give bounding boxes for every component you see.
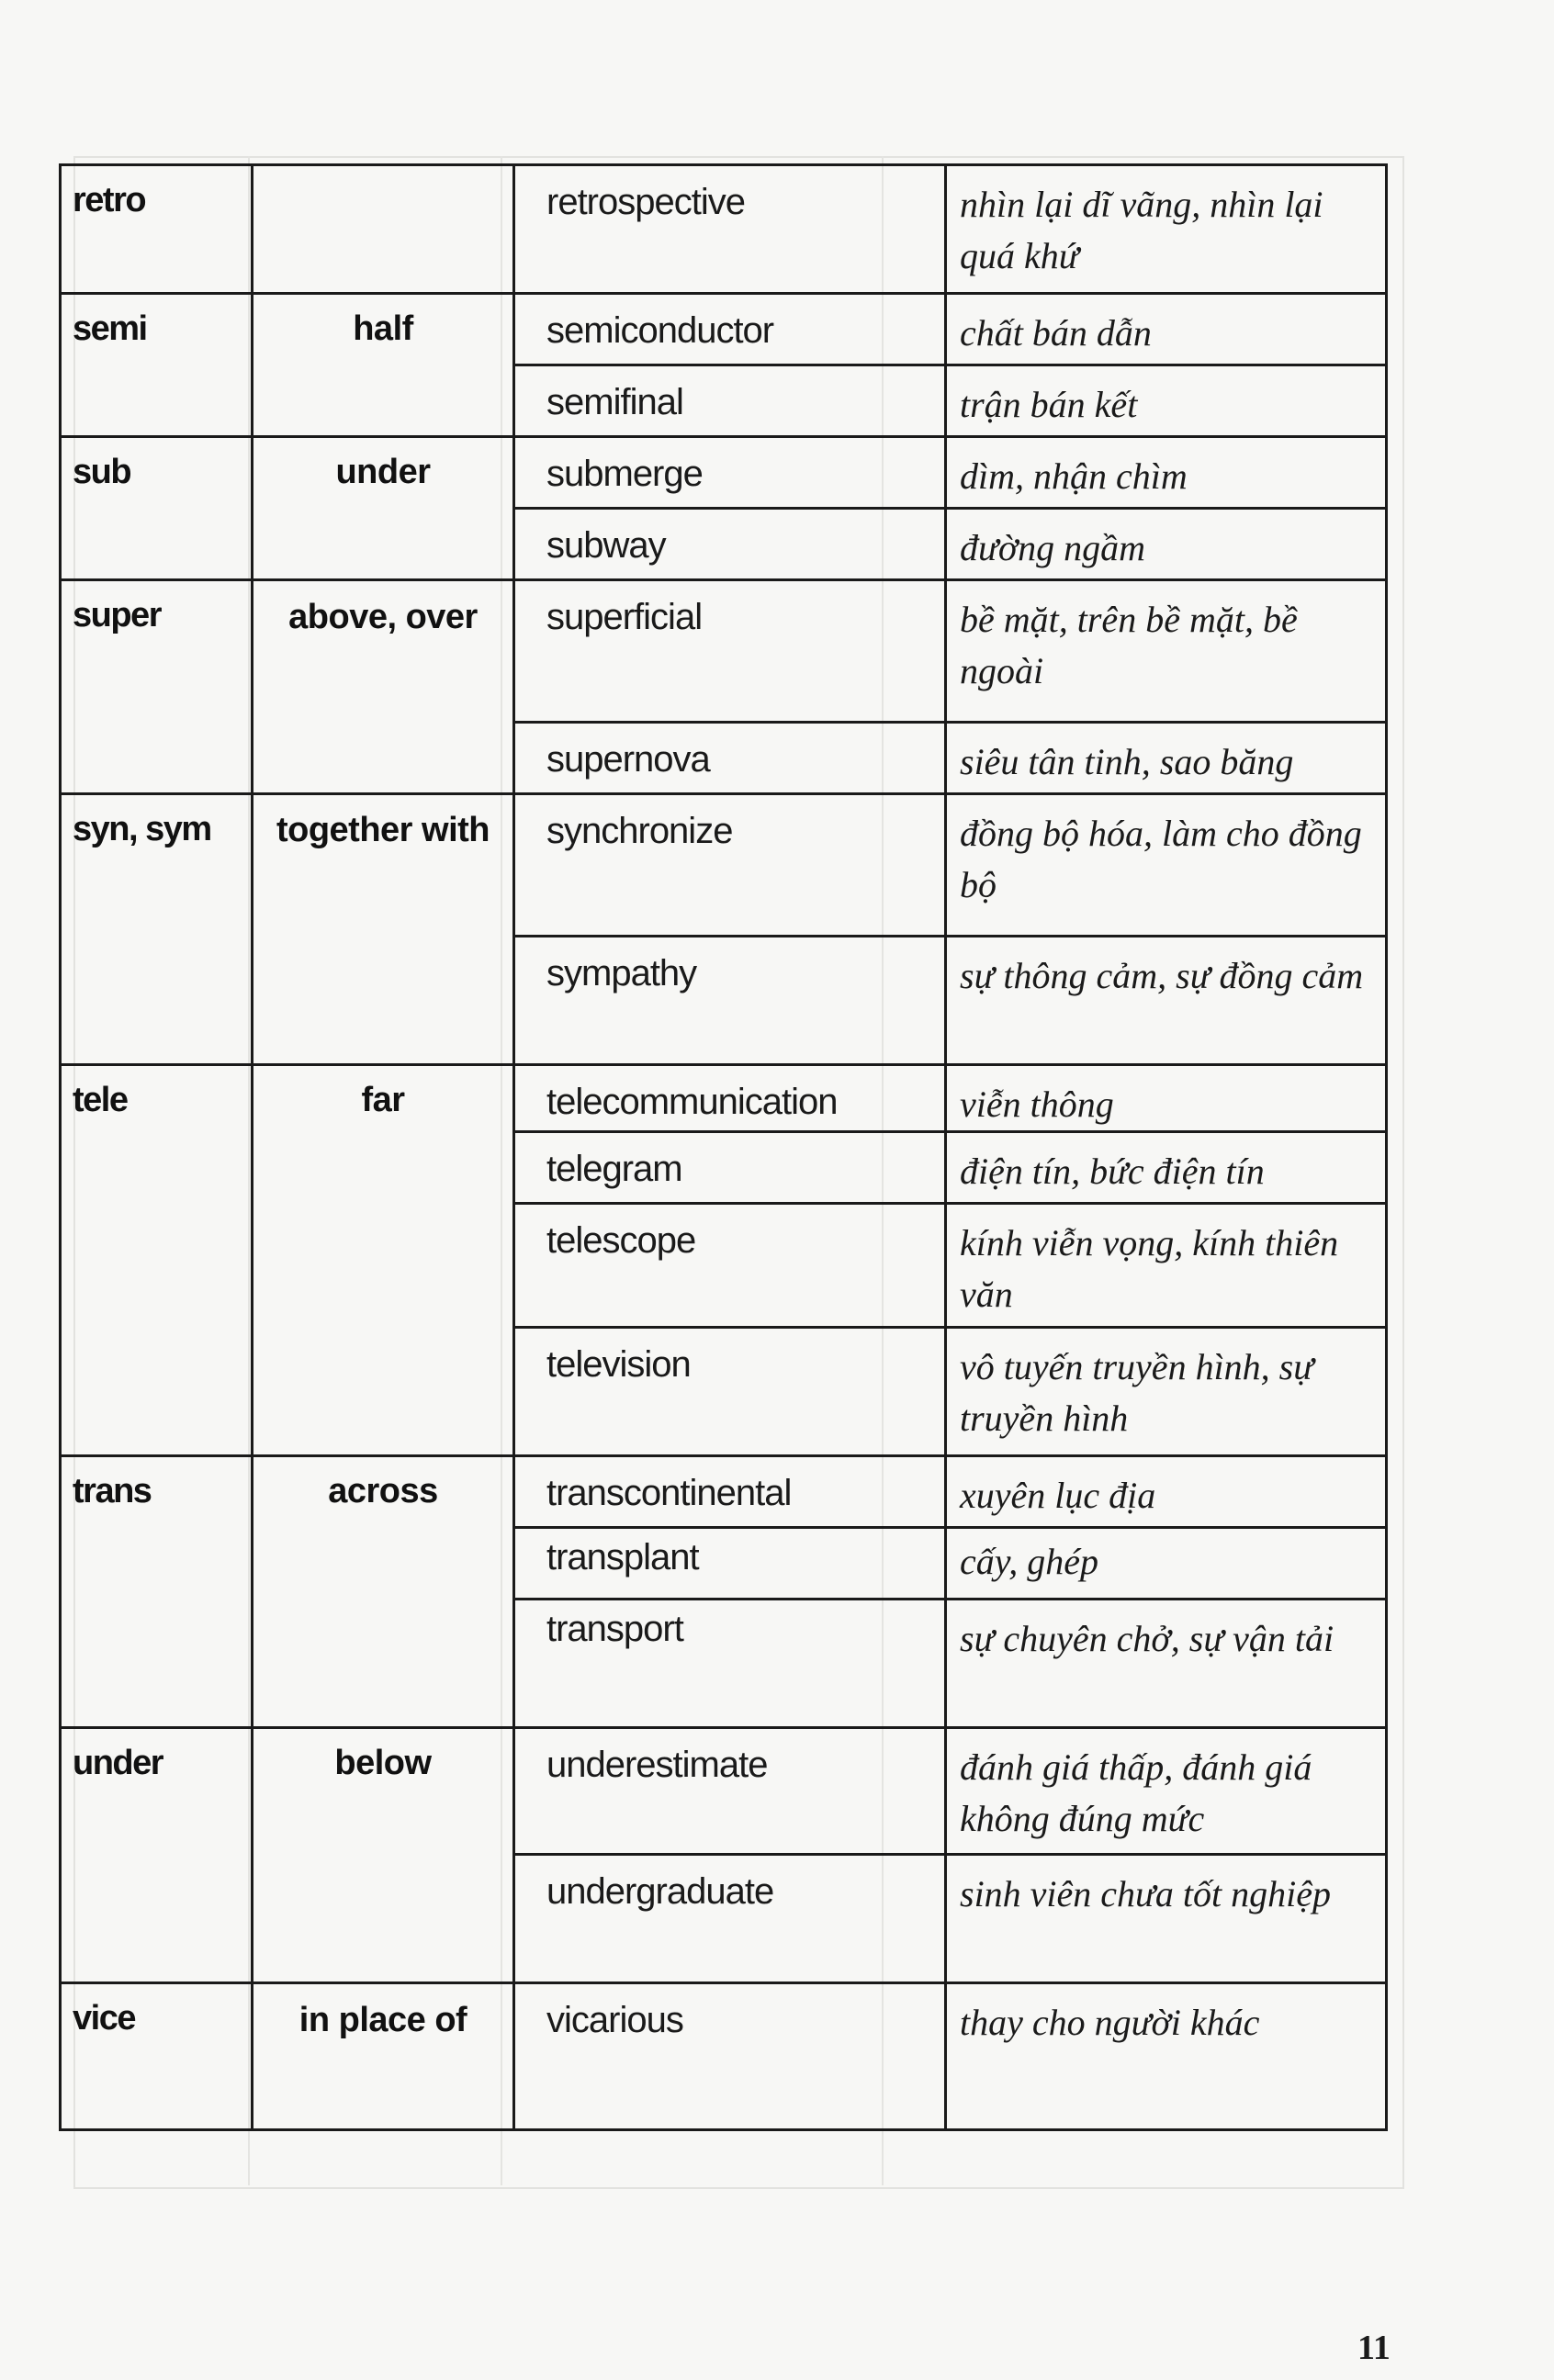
vietnamese-cell	[946, 937, 1387, 1065]
prefix-text: semi	[73, 309, 147, 348]
prefix-cell	[61, 437, 253, 580]
prefix-cell	[61, 294, 253, 437]
word-cell	[514, 1328, 946, 1456]
vietnamese-cell	[946, 794, 1387, 937]
table-row	[61, 165, 1387, 294]
vietnamese-cell	[946, 580, 1387, 723]
vietnamese-text: nhìn lại dĩ vãng, nhìn lại quá khứ	[960, 184, 1323, 276]
vietnamese-text: viễn thông	[960, 1083, 1114, 1125]
word-cell	[514, 1132, 946, 1204]
word-text: television	[546, 1344, 691, 1385]
prefix-text: super	[73, 596, 161, 634]
prefix-cell	[61, 794, 253, 1065]
vietnamese-text: sự thông cảm, sự đồng cảm	[960, 955, 1364, 996]
table-row	[61, 437, 1387, 509]
table-row	[61, 1983, 1387, 2130]
prefix-cell	[61, 1065, 253, 1456]
word-cell	[514, 165, 946, 294]
word-text: transport	[546, 1609, 683, 1649]
word-text: submerge	[546, 454, 703, 494]
meaning-text: above, over	[288, 598, 478, 636]
word-text: semifinal	[546, 382, 683, 422]
word-cell	[514, 1855, 946, 1983]
word-text: retrospective	[546, 182, 745, 222]
vietnamese-cell	[946, 165, 1387, 294]
vietnamese-text: sự chuyên chở, sự vận tải	[960, 1618, 1334, 1659]
vietnamese-text: siêu tân tinh, sao băng	[960, 741, 1294, 782]
prefix-cell	[61, 1456, 253, 1728]
prefix-text: vice	[73, 1999, 135, 2038]
vietnamese-cell	[946, 1855, 1387, 1983]
meaning-text: far	[361, 1081, 405, 1119]
word-cell	[514, 937, 946, 1065]
prefix-cell	[61, 165, 253, 294]
vietnamese-text: cấy, ghép	[960, 1541, 1099, 1582]
prefix-text: syn, sym	[73, 810, 211, 848]
word-cell	[514, 1983, 946, 2130]
meaning-cell	[253, 1456, 514, 1728]
word-cell	[514, 1528, 946, 1600]
meaning-cell	[253, 1728, 514, 1983]
meaning-cell	[253, 437, 514, 580]
vietnamese-text: đồng bộ hóa, làm cho đồng bộ	[960, 813, 1362, 905]
table-row	[61, 1065, 1387, 1132]
vietnamese-cell	[946, 294, 1387, 365]
meaning-cell	[253, 294, 514, 437]
meaning-cell	[253, 794, 514, 1065]
prefix-text: under	[73, 1744, 163, 1782]
prefix-vocabulary-table	[59, 163, 1388, 2131]
word-cell	[514, 794, 946, 937]
prefix-cell	[61, 1728, 253, 1983]
meaning-cell	[253, 1983, 514, 2130]
vietnamese-text: đường ngầm	[960, 527, 1146, 568]
vietnamese-cell	[946, 1328, 1387, 1456]
word-cell	[514, 294, 946, 365]
word-cell	[514, 580, 946, 723]
word-text: vicarious	[546, 2000, 683, 2040]
word-cell	[514, 723, 946, 794]
meaning-text: below	[334, 1744, 432, 1782]
meaning-cell	[253, 1065, 514, 1456]
vietnamese-text: bề mặt, trên bề mặt, bề ngoài	[960, 599, 1298, 691]
vietnamese-cell	[946, 1204, 1387, 1328]
word-cell	[514, 1456, 946, 1528]
word-text: telecommunication	[546, 1082, 838, 1122]
word-cell	[514, 1204, 946, 1328]
table-row	[61, 580, 1387, 723]
vietnamese-text: thay cho người khác	[960, 2002, 1260, 2043]
meaning-text: together with	[276, 811, 490, 849]
vietnamese-cell	[946, 1600, 1387, 1728]
prefix-text: retro	[73, 181, 146, 219]
vietnamese-text: chất bán dẫn	[960, 312, 1152, 354]
word-text: underestimate	[546, 1745, 768, 1785]
table-row	[61, 294, 1387, 365]
vietnamese-cell	[946, 1528, 1387, 1600]
word-text: undergraduate	[546, 1871, 774, 1912]
vietnamese-text: đánh giá thấp, đánh giá không đúng mức	[960, 1746, 1312, 1839]
meaning-cell	[253, 580, 514, 794]
word-text: supernova	[546, 739, 710, 780]
meaning-text: in place of	[298, 2001, 467, 2039]
vietnamese-cell	[946, 437, 1387, 509]
prefix-text: tele	[73, 1081, 128, 1119]
word-cell	[514, 509, 946, 580]
meaning-text: half	[353, 309, 413, 348]
word-text: transplant	[546, 1537, 699, 1577]
vietnamese-cell	[946, 1728, 1387, 1855]
vietnamese-text: kính viễn vọng, kính thiên văn	[960, 1222, 1339, 1315]
meaning-text: under	[335, 453, 431, 491]
vietnamese-text: xuyên lục địa	[960, 1475, 1156, 1516]
vietnamese-text: điện tín, bức điện tín	[960, 1151, 1265, 1192]
vietnamese-cell	[946, 1983, 1387, 2130]
table-row	[61, 1456, 1387, 1528]
vietnamese-cell	[946, 723, 1387, 794]
word-text: synchronize	[546, 811, 733, 851]
vietnamese-text: dìm, nhận chìm	[960, 455, 1188, 497]
word-cell	[514, 1728, 946, 1855]
vietnamese-cell	[946, 365, 1387, 437]
vietnamese-cell	[946, 1065, 1387, 1132]
vietnamese-text: vô tuyến truyền hình, sự truyền hình	[960, 1346, 1314, 1439]
word-text: semiconductor	[546, 310, 774, 351]
meaning-text	[253, 166, 512, 179]
prefix-cell	[61, 1983, 253, 2130]
word-cell	[514, 437, 946, 509]
table-row	[61, 794, 1387, 937]
vietnamese-cell	[946, 1456, 1387, 1528]
word-text: transcontinental	[546, 1473, 792, 1513]
prefix-cell	[61, 580, 253, 794]
word-cell	[514, 365, 946, 437]
prefix-text: sub	[73, 453, 131, 491]
vietnamese-text: sinh viên chưa tốt nghiệp	[960, 1873, 1331, 1914]
word-cell	[514, 1065, 946, 1132]
word-text: superficial	[546, 597, 703, 637]
meaning-cell	[253, 165, 514, 294]
page-number: 11	[1357, 2329, 1391, 2367]
meaning-text: across	[328, 1472, 438, 1510]
vietnamese-cell	[946, 1132, 1387, 1204]
word-text: telegram	[546, 1149, 682, 1189]
word-cell	[514, 1600, 946, 1728]
word-text: sympathy	[546, 953, 697, 994]
prefix-text: trans	[73, 1472, 152, 1510]
word-text: subway	[546, 525, 666, 566]
vietnamese-cell	[946, 509, 1387, 580]
table-row	[61, 1728, 1387, 1855]
vietnamese-text: trận bán kết	[960, 384, 1138, 425]
word-text: telescope	[546, 1220, 696, 1261]
